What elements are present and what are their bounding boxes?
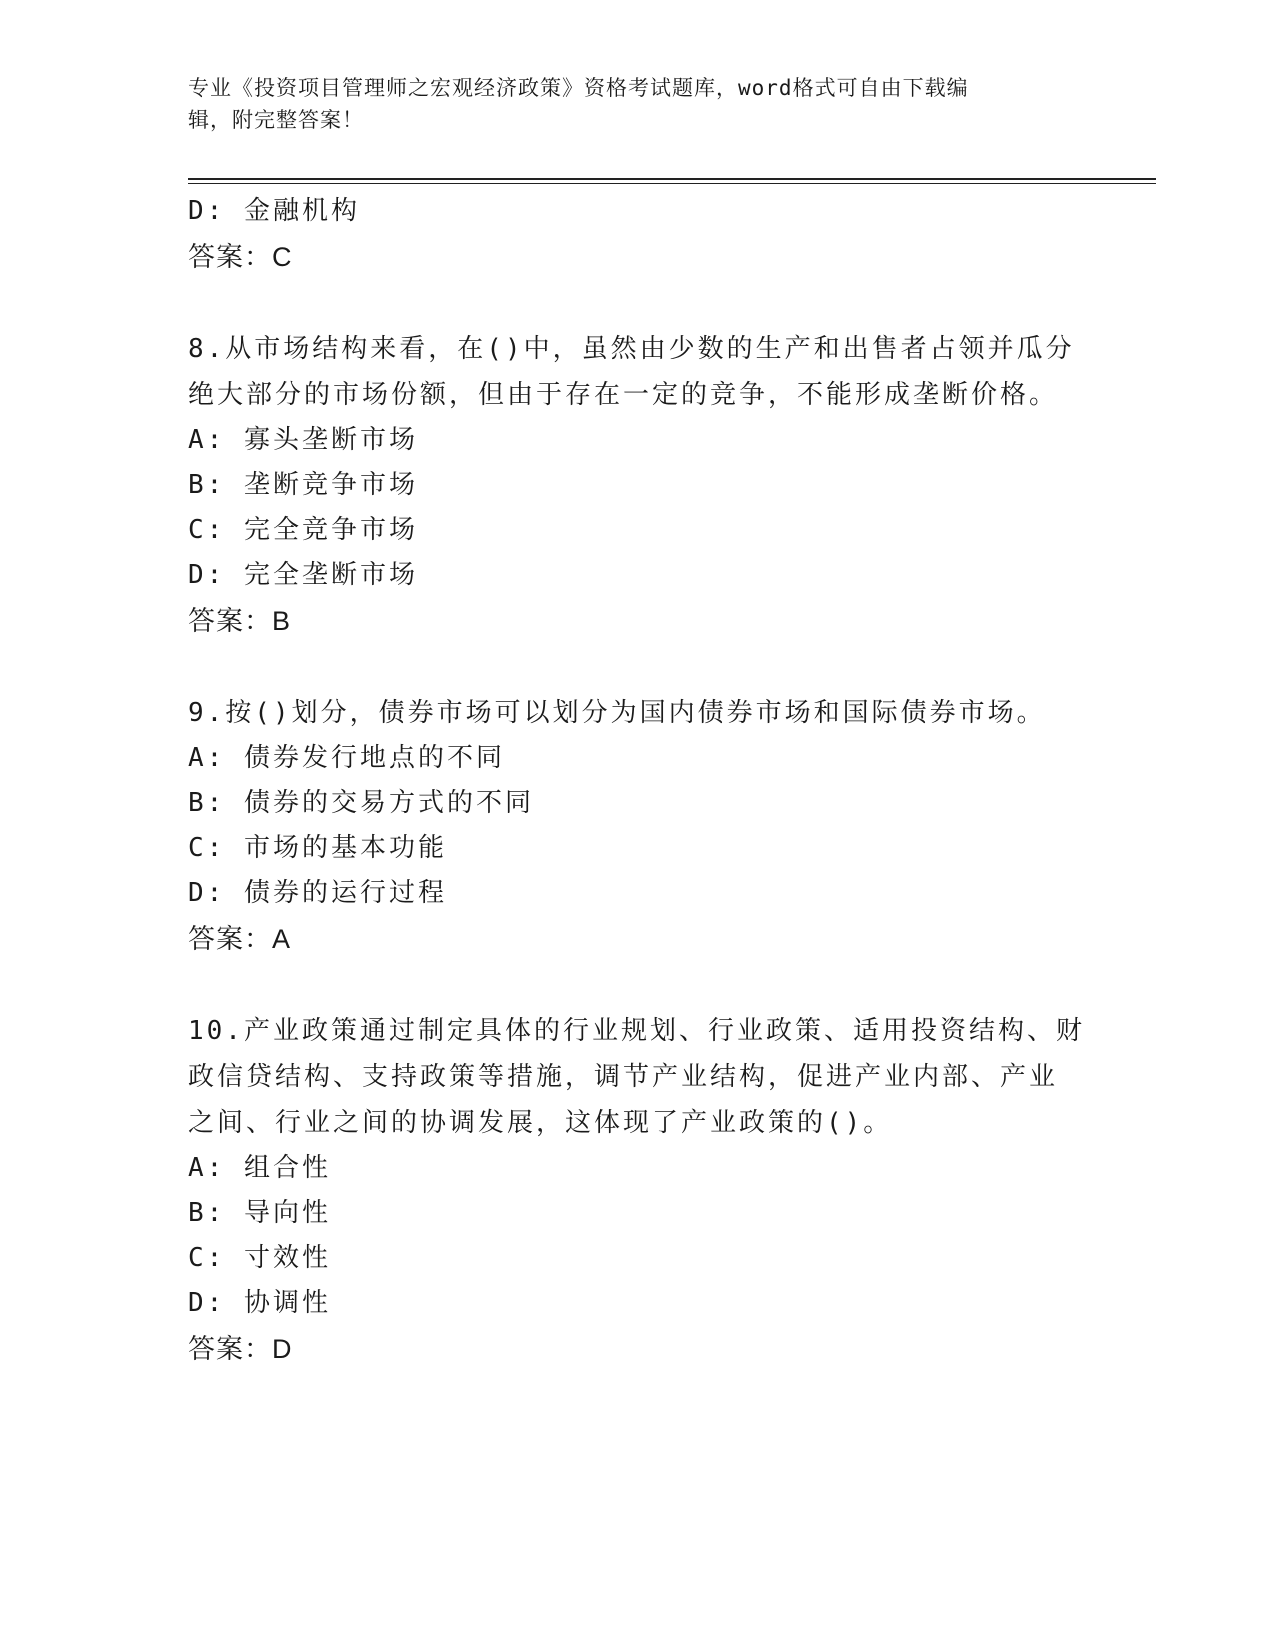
question-10-option-c: C: 寸效性 (188, 1243, 331, 1273)
question-10-stem-line-3: 之间、行业之间的协调发展，这体现了产业政策的()。 (188, 1108, 893, 1138)
question-8-stem-line-2: 绝大部分的市场份额，但由于存在一定的竞争，不能形成垄断价格。 (188, 380, 1059, 410)
question-9-option-a: A: 债券发行地点的不同 (188, 743, 505, 773)
question-9-option-c: C: 市场的基本功能 (188, 833, 447, 863)
header-line-1: 专业《投资项目管理师之宏观经济政策》资格考试题库，word格式可自由下载编 (188, 76, 969, 100)
question-8 (188, 326, 1088, 644)
question-10-stem-line-1: 10.产业政策通过制定具体的行业规划、行业政策、适用投资结构、财 (188, 1016, 1085, 1046)
question-10-option-a: A: 组合性 (188, 1153, 331, 1183)
question-9-option-d: D: 债券的运行过程 (188, 878, 447, 908)
question-8-option-c: C: 完全竞争市场 (188, 515, 418, 545)
document-header (188, 72, 1078, 136)
prev-question-answer: 答案：C (188, 242, 293, 272)
question-10-option-b: B: 导向性 (188, 1198, 331, 1228)
header-divider-thick (188, 178, 1156, 180)
question-10-option-d: D: 协调性 (188, 1288, 331, 1318)
question-9-option-b: B: 债券的交易方式的不同 (188, 788, 534, 818)
question-10-stem-line-2: 政信贷结构、支持政策等措施，调节产业结构，促进产业内部、产业 (188, 1062, 1059, 1092)
header-divider-thin (188, 183, 1156, 184)
question-10 (188, 1008, 1088, 1372)
question-9-answer: 答案：A (188, 924, 292, 954)
question-10-answer: 答案：D (188, 1334, 293, 1364)
question-8-stem-line-1: 8.从市场结构来看，在()中，虽然由少数的生产和出售者占领并瓜分 (188, 334, 1075, 364)
document-body (188, 189, 1088, 1372)
question-8-option-b: B: 垄断竞争市场 (188, 470, 418, 500)
header-line-2: 辑，附完整答案！ (188, 108, 364, 132)
question-8-answer: 答案：B (188, 606, 292, 636)
question-8-option-a: A: 寡头垄断市场 (188, 425, 418, 455)
question-9-stem-line-1: 9.按()划分，债券市场可以划分为国内债券市场和国际债券市场。 (188, 698, 1046, 728)
question-9 (188, 690, 1088, 962)
question-8-option-d: D: 完全垄断市场 (188, 560, 418, 590)
prev-question-option-d: D: 金融机构 (188, 196, 360, 226)
